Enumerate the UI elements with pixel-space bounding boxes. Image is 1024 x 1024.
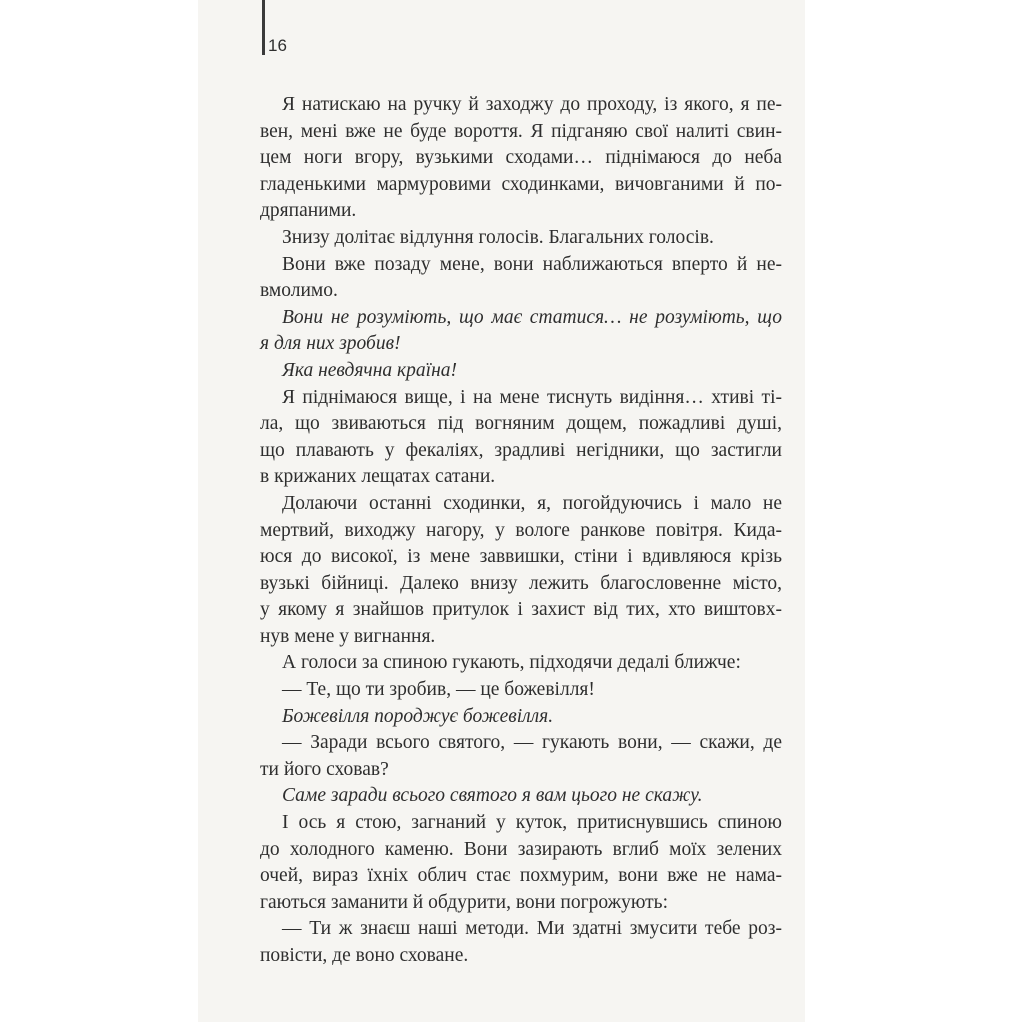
paragraph [260,225,782,252]
text-line: Вони не розуміють, що має статися… не розуміють, що [282,306,782,328]
text-line: до холодного каменю. Вони зазирають вглиб моїх зелених [260,838,782,860]
paragraph [260,730,782,783]
paragraph [260,252,782,305]
paragraph [260,916,782,969]
paragraph [260,358,782,385]
text-line: — Заради всього святого, — гукають вони, — скажи, де [282,732,782,754]
text-line: ла, що звиваються під вогняним дощем, пожадливі душі, [260,413,782,435]
text-line: Я натискаю на ручку й заходжу до проходу, із якого, я пе- [282,94,782,115]
text-line: що плавають у фекаліях, зрадливі негідники, що застигли [260,439,782,461]
text-line: Божевілля породжує божевілля. [282,705,554,727]
body-text [260,92,782,970]
text-line: цем ноги вгору, вузькими сходами… піднімаюся до неба [260,147,782,169]
text-line: повісти, де воно сховане. [260,945,469,966]
text-line: дряпаними. [260,200,357,222]
text-line: Знизу долітає відлуння голосів. Благальних голосів. [282,226,714,248]
paragraph [260,677,782,704]
paragraph [260,491,782,651]
text-line: вен, мені вже не буде вороття. Я підганяю свої налиті свин- [260,120,782,142]
text-line: Я піднімаюся вище, і на мене тиснуть видіння… хтиві ті- [282,386,782,408]
text-line: в крижаних лещатах сатани. [260,466,496,488]
text-line: А голоси за спиною гукають, підходячи дедалі ближче: [282,652,741,674]
paragraph [260,704,782,731]
paragraph [260,385,782,491]
text-line: Яка невдячна країна! [282,359,457,381]
text-line: очей, вираз їхніх облич стає похмурим, вони вже не нама- [260,865,782,887]
text-line: юся до високої, із мене заввишки, стіни і вдивляюся крізь [260,546,782,568]
text-line: І ось я стою, загнаний у куток, притиснувшись спиною [282,812,782,834]
text-line: вмолимо. [260,280,338,302]
text-line: Вони вже позаду мене, вони наближаються вперто й не- [282,253,782,275]
paragraph [260,650,782,677]
paragraph [260,92,782,225]
text-line: ти його сховав? [260,758,389,780]
paragraph [260,810,782,916]
page-number: 16 [268,36,287,55]
paragraph [260,783,782,810]
text-line: я для них зробив! [260,333,401,355]
text-line: — Те, що ти зробив, — це божевілля! [282,679,595,701]
text-line: гладенькими мармуровими сходинками, вичовганими й по- [260,173,782,195]
text-line: нув мене у вигнання. [260,625,436,647]
text-line: Долаючи останні сходинки, я, погойдуючись і мало не [282,492,782,514]
text-line: мертвий, виходжу нагору, у вологе ранкове повітря. Кида- [260,519,782,541]
text-line: вузькі бійниці. Далеко внизу лежить благословенне місто, [260,572,782,594]
text-line: гаються заманити й обдурити, вони погрожують: [260,891,668,913]
text-line: Саме заради всього святого я вам цього не скажу. [282,785,703,807]
text-line: — Ти ж знаєш наші методи. Ми здатні змусити тебе роз- [282,918,782,940]
paragraph [260,305,782,358]
text-line: у якому я знайшов притулок і захист від тих, хто виштовх- [260,599,782,621]
header-rule [262,0,265,55]
